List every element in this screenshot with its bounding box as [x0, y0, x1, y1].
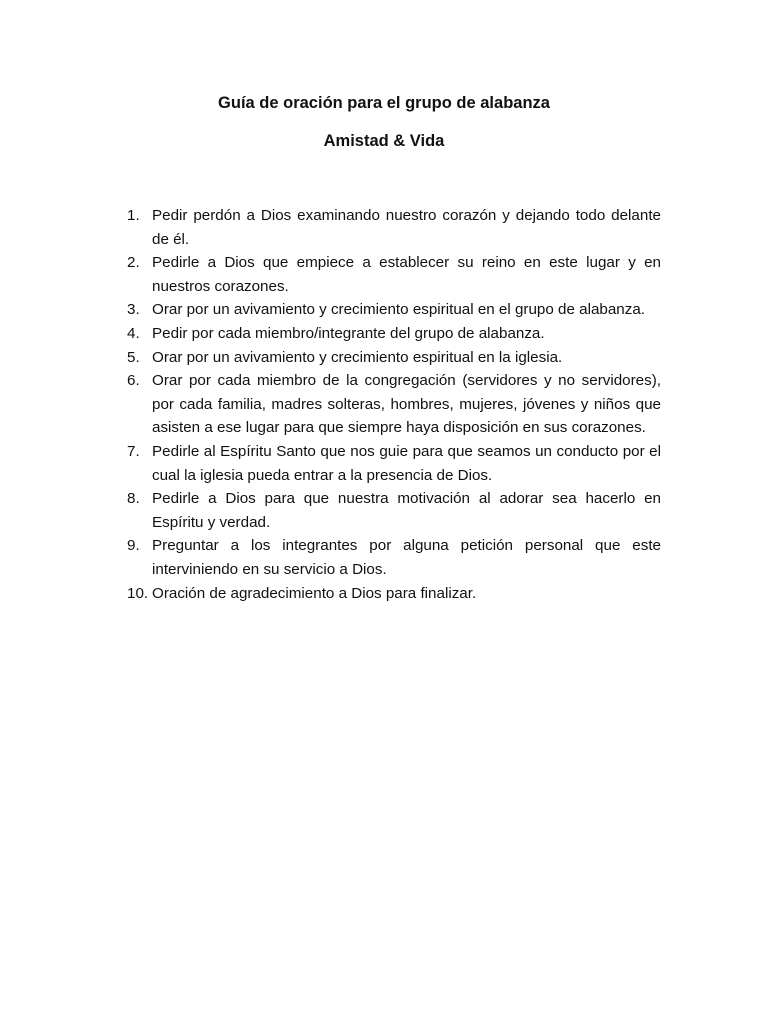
list-item-number: 9.: [127, 537, 140, 555]
list-item: [124, 346, 661, 370]
document-title: Guía de oración para el grupo de alabanza: [218, 94, 550, 112]
list-item-number: 4.: [127, 324, 140, 342]
list-item-text: Orar por un avivamiento y crecimiento espiritual en la iglesia.: [152, 348, 563, 366]
list-item: [124, 322, 661, 346]
list-item-text: Pedir por cada miembro/integrante del grupo de alabanza.: [152, 324, 545, 342]
list-item-text: Preguntar a los integrantes por alguna petición personal que este interviniendo en su servicio a Dios.: [152, 537, 661, 578]
list-item-number: 5.: [127, 348, 140, 366]
prayer-list: [124, 204, 661, 605]
list-item: [124, 204, 661, 251]
list-item-number: 2.: [127, 254, 140, 272]
list-item: [124, 582, 661, 606]
list-item-text: Oración de agradecimiento a Dios para finalizar.: [152, 584, 477, 602]
document-subtitle: Amistad & Vida: [323, 132, 445, 150]
list-item: [124, 369, 661, 440]
list-item-text: Pedirle a Dios para que nuestra motivación al adorar sea hacerlo en Espíritu y verdad.: [152, 490, 661, 531]
list-item-number: 1.: [127, 207, 140, 224]
list-item: [124, 251, 661, 298]
list-item-number: 3.: [127, 301, 140, 319]
list-item-number: 10.: [127, 584, 149, 602]
list-item-text: Orar por cada miembro de la congregación (servidores y no servidores), por cada familia, madres solteras, hombres, mujeres, jóvenes y niños que asisten a ese lugar para que siempre haya disposición en sus corazones.: [152, 372, 661, 437]
list-item-number: 7.: [127, 442, 140, 460]
list-item-number: 6.: [127, 372, 140, 390]
list-item-text: Pedirle al Espíritu Santo que nos guie para que seamos un conducto por el cual la iglesia pueda entrar a la presencia de Dios.: [152, 442, 661, 484]
list-item: [124, 440, 661, 487]
list-item: [124, 534, 661, 581]
list-item-number: 8.: [127, 490, 140, 508]
list-item-text: Pedirle a Dios que empiece a establecer su reino en este lugar y en nuestros corazones.: [152, 254, 661, 295]
list-item: [124, 487, 661, 534]
list-item: [124, 298, 661, 322]
list-item-text: Orar por un avivamiento y crecimiento espiritual en el grupo de alabanza.: [152, 301, 646, 319]
list-item-text: Pedir perdón a Dios examinando nuestro corazón y dejando todo delante de él.: [152, 207, 661, 248]
